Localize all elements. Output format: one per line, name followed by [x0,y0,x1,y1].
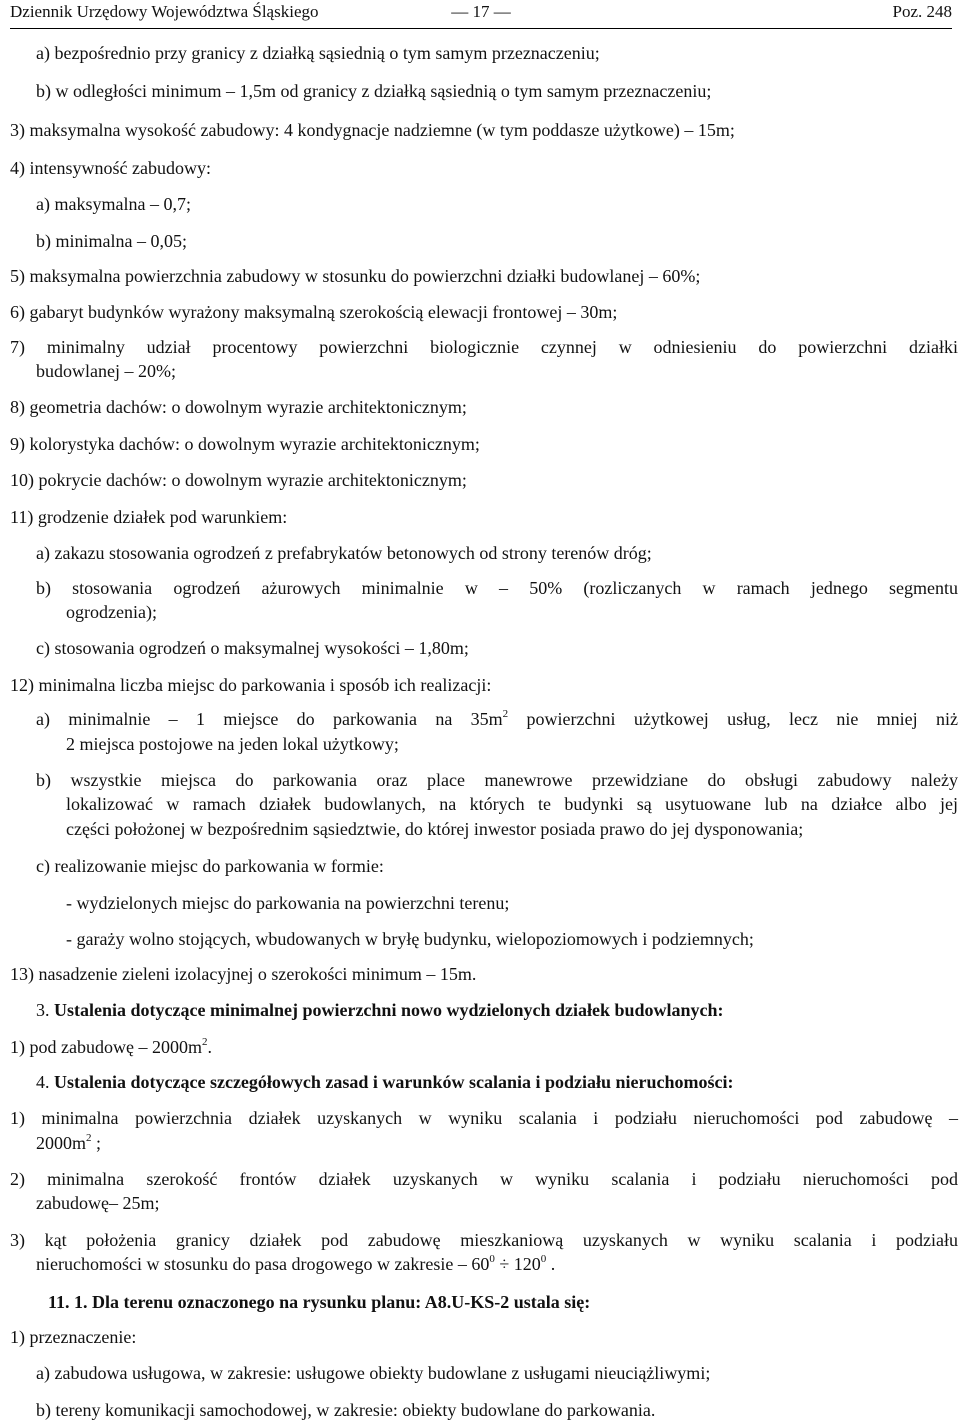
text-line: a) maksymalna – 0,7; [36,194,191,214]
list-item: 4) intensywność zabudowy: [10,158,211,178]
list-item: 12) minimalna liczba miejsc do parkowania i sposób ich realizacji: [10,675,492,695]
text-fragment: . [207,1037,212,1057]
section-number: 3. [36,1000,54,1020]
superscript: 2 [86,1132,92,1144]
list-item: 6) gabaryt budynków wyrażony maksymalną szerokością elewacji frontowej – 30m; [10,302,618,322]
page-header [10,0,952,29]
text-line: b) w odległości minimum – 1,5m od granicy z działką sąsiednią o tym samym przeznaczeniu; [36,81,712,101]
section-heading [48,1291,960,1313]
section-title: Ustalenia dotyczące minimalnej powierzchni nowo wydzielonych działek budowlanych: [54,1000,724,1020]
text-line: c) stosowania ogrodzeń o maksymalnej wysokości – 1,80m; [36,638,469,658]
text-line [36,1132,958,1154]
text-line: - wydzielonych miejsc do parkowania na powierzchni terenu; [66,893,510,913]
text-line: 2 miejsca postojowe na jeden lokal użytkowy; [66,734,399,754]
journal-title: Dziennik Urzędowy Województwa Śląskiego [10,2,319,21]
list-item: 5) maksymalna powierzchnia zabudowy w stosunku do powierzchni działki budowlanej – 60%; [10,266,701,286]
text-fragment: . [546,1254,556,1274]
list-item: 3) maksymalna wysokość zabudowy: 4 kondygnacje nadziemne (w tym poddasze użytkowe) – 15m; [10,120,735,140]
superscript: 2 [502,708,509,720]
list-item: 1) przeznaczenie: [10,1327,137,1347]
text-line: - garaży wolno stojących, wbudowanych w bryłę budynku, wielopoziomowych i podziemnych; [66,929,754,949]
text-fragment: ; [91,1133,102,1153]
section-title: 11. 1. Dla terenu oznaczonego na rysunku planu: A8.U-KS-2 ustala się: [48,1292,591,1312]
superscript: 0 [540,1253,547,1265]
text-fragment: ÷ 120 [494,1254,541,1274]
section-heading [36,999,958,1021]
text-line: a) bezpośrednio przy granicy z działką sąsiednią o tym samym przeznaczeniu; [36,43,600,63]
text-fragment: a) minimalnie – 1 miejsce do parkowania na 35m [36,709,503,729]
text-fragment: 1) pod zabudowę – 2000m [10,1037,202,1057]
list-item: 10) pokrycie dachów: o dowolnym wyrazie architektonicznym; [10,470,467,490]
text-fragment: 2000m [36,1133,87,1153]
text-line: b) tereny komunikacji samochodowej, w zakresie: obiekty budowlane do parkowania. [36,1400,656,1420]
text-line: a) zakazu stosowania ogrodzeń z prefabrykatów betonowych od strony terenów dróg; [36,543,652,563]
list-item: 9) kolorystyka dachów: o dowolnym wyrazie architektonicznym; [10,434,480,454]
text-line: b) minimalna – 0,05; [36,231,187,251]
list-item [10,1036,958,1058]
text-line: części położonej w bezpośrednim sąsiedztwie, do której inwestor posiada prawo do jej dysponowania; [66,819,804,839]
section-number: 4. [36,1072,54,1092]
page-number: — 17 — [451,2,511,21]
superscript: 2 [201,1036,208,1048]
text-line: zabudowę– 25m; [36,1193,160,1213]
text-line: a) zabudowa usługowa, w zakresie: usługowe obiekty budowlane z usługami nieuciążliwymi; [36,1363,711,1383]
section-heading [36,1071,958,1093]
list-item: 2) minimalna szerokość frontów działek uzyskanych w wyniku scalania i podziału nieruchomości pod [10,1169,958,1189]
text-line [36,708,958,730]
superscript: 0 [489,1253,495,1265]
list-item: 11) grodzenie działek pod warunkiem: [10,507,288,527]
text-line: b) stosowania ogrodzeń ażurowych minimalnie w – 50% (rozliczanych w ramach jednego segmentu [36,578,958,598]
text-line: c) realizowanie miejsc do parkowania w formie: [36,856,384,876]
list-item: 7) minimalny udział procentowy powierzchni biologicznie czynnej w odniesieniu do powierzchni działki [10,337,958,357]
text-line: ogrodzenia); [66,602,157,622]
section-title: Ustalenia dotyczące szczegółowych zasad i warunków scalania i podziału nieruchomości: [54,1072,734,1092]
text-fragment: nieruchomości w stosunku do pasa drogowego w zakresie – 60 [36,1254,490,1274]
list-item: 3) kąt położenia granicy działek pod zabudowę mieszkaniową uzyskanych w wyniku scalania i podziału [10,1230,958,1250]
list-item: 13) nasadzenie zieleni izolacyjnej o szerokości minimum – 15m. [10,964,477,984]
text-line: b) wszystkie miejsca do parkowania oraz place manewrowe przewidziane do obsługi zabudowy należy [36,770,958,790]
text-line: budowlanej – 20%; [36,361,176,381]
list-item: 1) minimalna powierzchnia działek uzyskanych w wyniku scalania i podziału nieruchomości pod zabudowę – [10,1108,958,1128]
list-item: 8) geometria dachów: o dowolnym wyrazie architektonicznym; [10,397,467,417]
text-line: lokalizować w ramach działek budowlanych, na których te budynki są usytuowane lub na działce albo jej [66,794,958,814]
text-fragment: powierzchni użytkowej usług, lecz nie mniej niż [508,709,958,729]
text-line [36,1253,958,1275]
position-number: Poz. 248 [892,2,952,21]
